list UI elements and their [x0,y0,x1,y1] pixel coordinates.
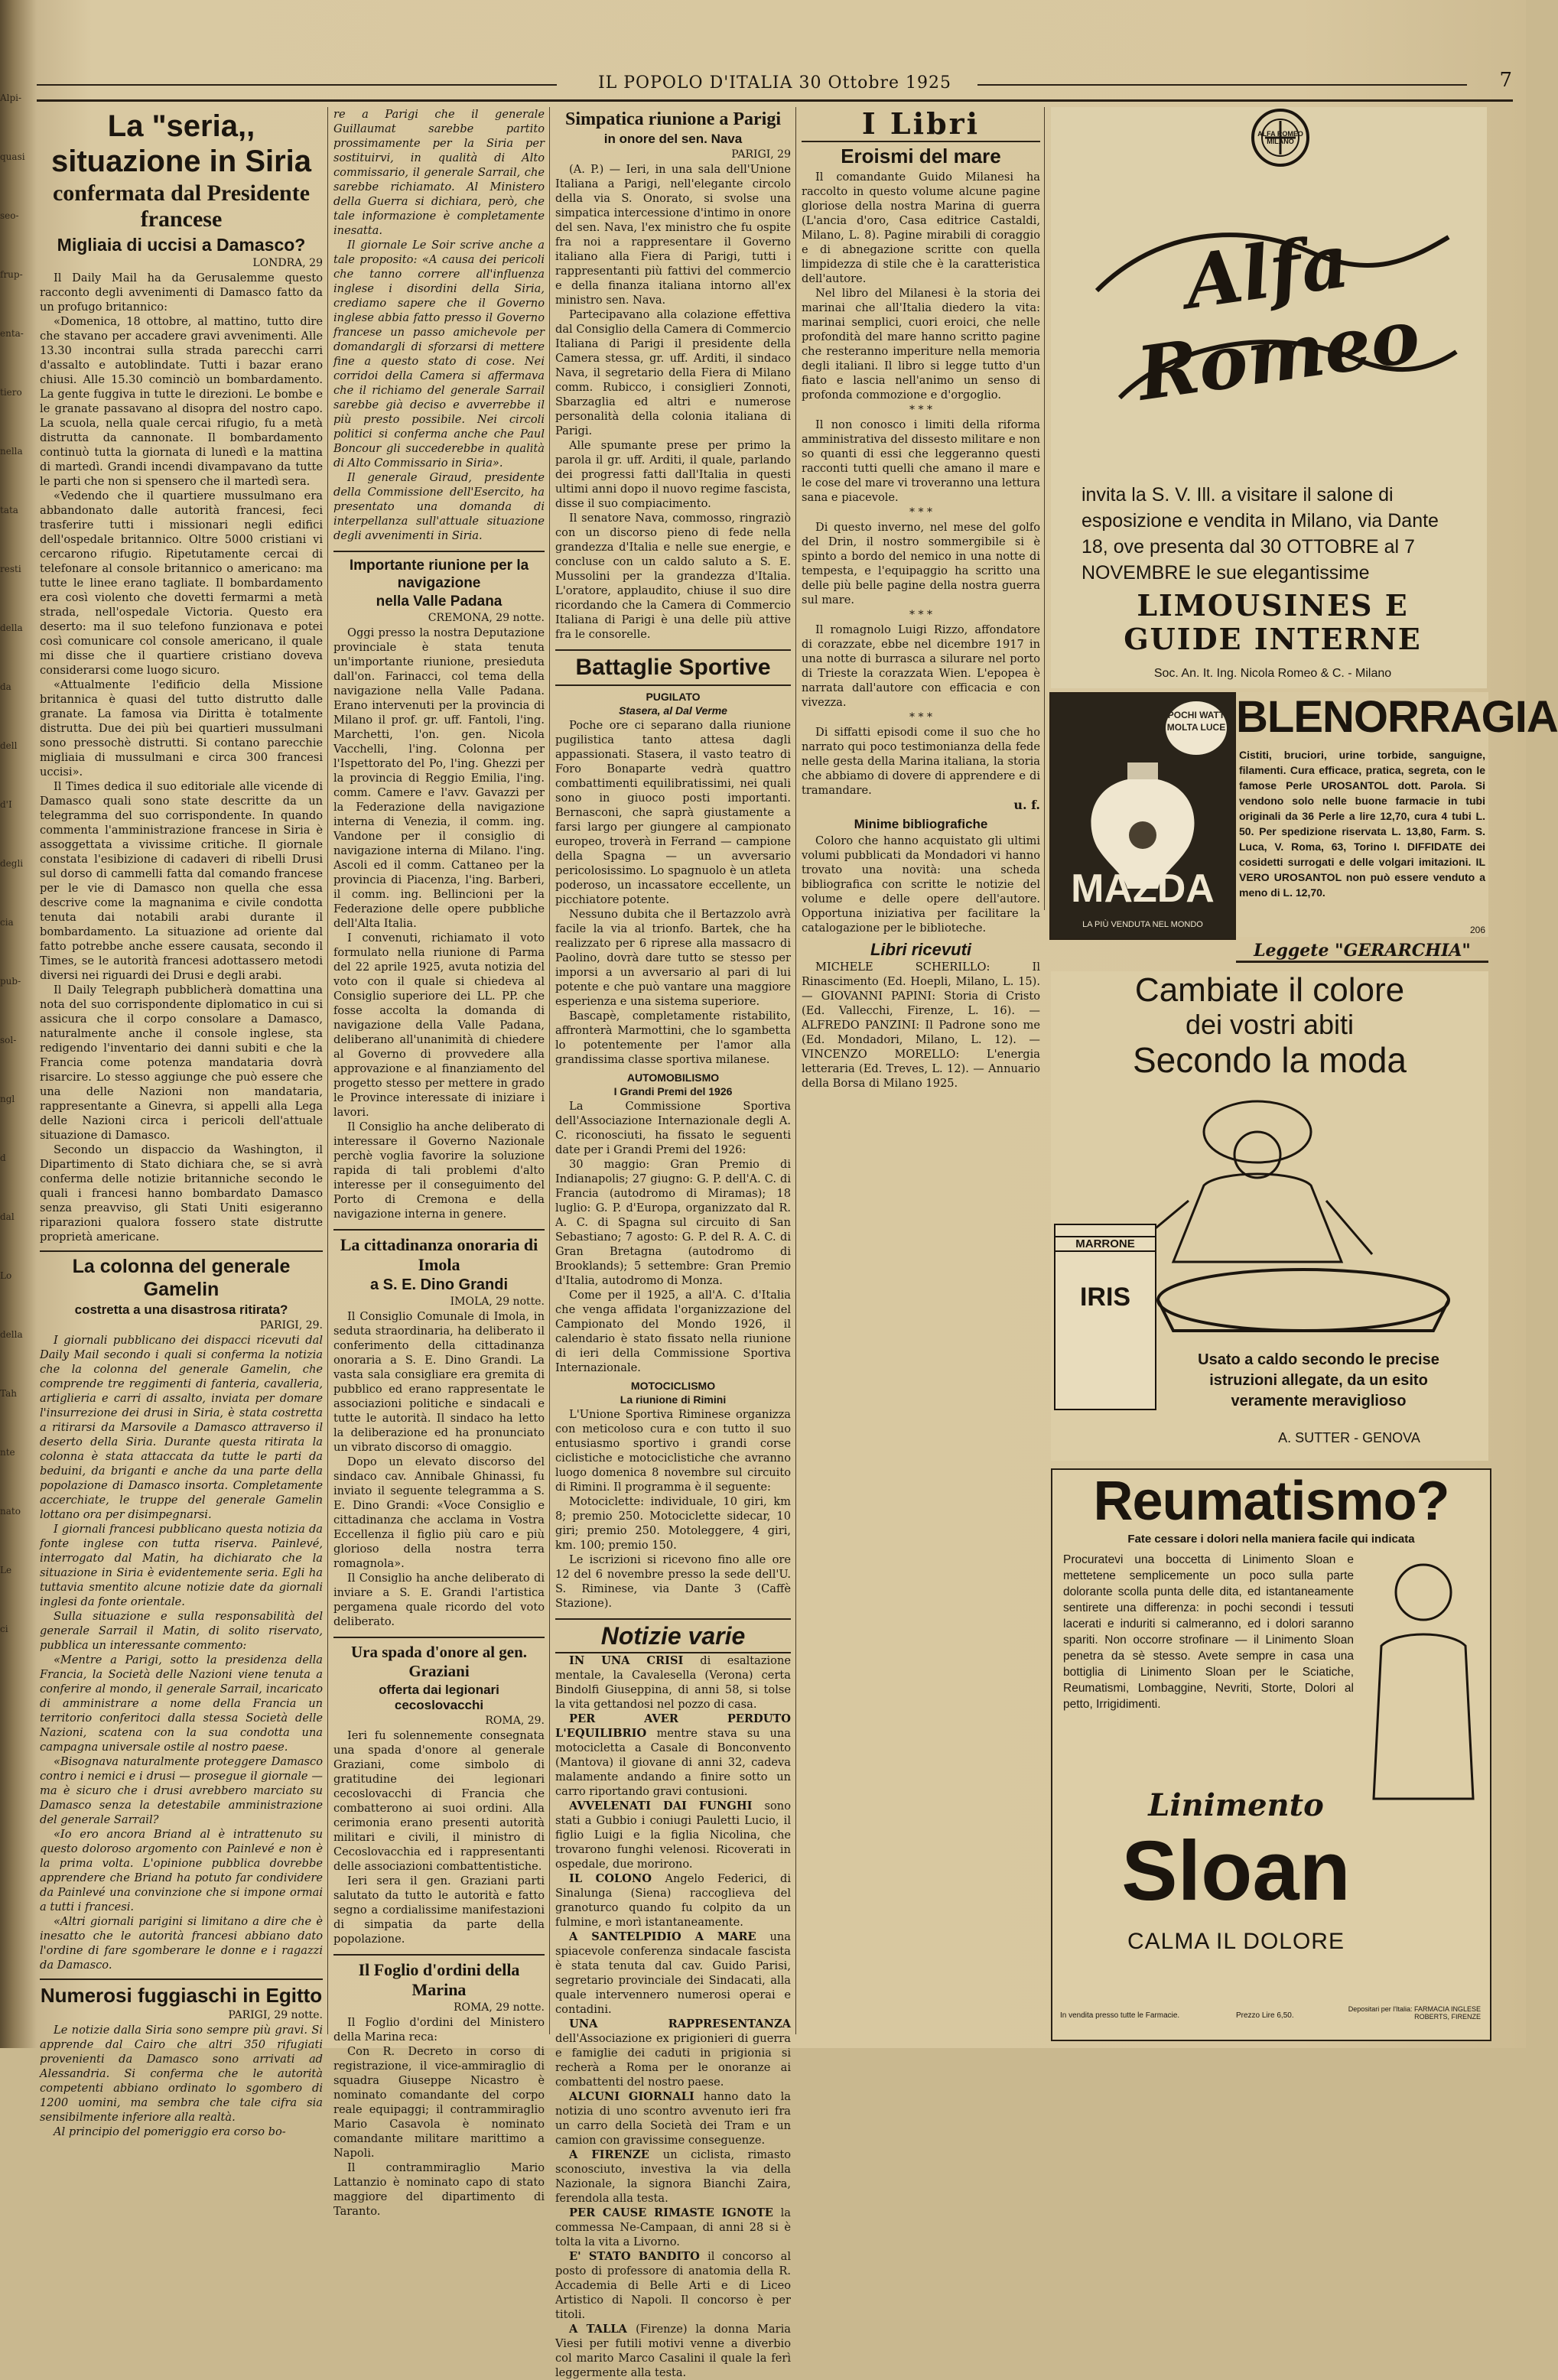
syria-dateline: LONDRA, 29 [252,257,323,269]
left-strip-fragment: dal [0,1211,15,1222]
notizia-text: mentre stava su una motocicletta a Casale di Bonconvento (Mantova) il giovane di anni 32, cadeva malamente andando a finire sotto un carro riportando gravi contusioni. [555,1727,792,1798]
pugilato-paragraph: Poche ore ci separano dalla riunione pugilistica tanto attesa dagli appassionati. Stasera, il vasto teatro di Foro Bonaparte vedrà quattro combattimenti equilibratissimi, nei quali sono in giuoco posti importanti. Bernasconi, che saprà giustamente a farsi largo per giungere al campionato europeo, troverà in Ferrand — campione della Spagna — un avversario pericolosissimo. Lo spagnuolo è un atleta poderoso, un incassatore eccellente, un picchiatore potente. [555,719,791,906]
column-3 [555,107,791,2380]
header-rule [37,99,1513,102]
page-number: 7 [1499,69,1513,92]
syria-paragraph: «Attualmente l'edificio della Missione britannica è quasi del tutto distrutto dalle granate. La famosa via Diritta è totalmente distrutta. Due dei più bei quartieri mussulmani sono pressochè distrutti. Si contano parecchie migliaia di mussulmani e circa 300 francesi uccisi». [40,678,323,779]
auto-subheading: I Grandi Premi del 1926 [613,1085,733,1097]
blenorragia-code: 206 [1469,925,1485,935]
notizia-text: sono stati a Gubbio i coniugi Pauletti Lucio, il figlio Luigi e la figlia Nicolina, che trovarono funghi velenosi. Ricoverati in ospedale, due morirono. [555,1800,791,1871]
left-strip-fragment: tiero [0,387,22,398]
notizie-list [555,1653,791,2380]
column-rule [327,107,328,2034]
alfa-footer: Soc. An. It. Ing. Nicola Romeo & C. - Milano [1153,667,1392,680]
col2-paragraph: re a Parigi che il generale Guillaumat sarebbe partito prossimamente per la Siria per sostituirvi, in qualità di Alto commissario, il generale Sarrail, che sarebbe richiamato. Al Ministero della Guerra si dichiara, però, che tale informazione è completamente inesatta. [333,108,545,237]
left-strip-fragment: Alpi- [0,93,22,103]
gamelin-paragraph: «Mentre a Parigi, sotto la presidenza della Francia, la Società delle Nazioni viene tenuta a conferire al mondo, il generale Sarrail, incaricato di amministrare a nome della Francia un territorio conferitoci dalla stessa Società delle Nazioni, scatena con la sua condotta una campagna universale ostile al nostro paese. [40,1653,323,1754]
notizia-item [555,1653,791,1712]
notizia-item [555,1930,791,2017]
gamelin-paragraph: «Io ero ancora Briand al è intrattenuto su questo doloroso argomento con Painlevé e non è la prima volta. L'opinione pubblica dovrebbe apprendere che Briand ha potuto far condividere da Painlevé una convinzione che si impone ormai a tutti i francesi. [40,1828,323,1913]
iris-line-1: Cambiate il colore [1134,971,1405,1009]
notizia-text: dell'Associazione ex prigionieri di guerra e famiglie dei caduti in prigionia si recherà a Roma per le onoranze ai combattenti del nostro paese. [555,2032,791,2089]
left-strip-fragment: ci [0,1624,8,1634]
column-rule [1044,107,1045,910]
notizia-text: un ciclista, rimasto sconosciuto, investiva la via della Nazionale, la signora Bianchi Zaira, ferendola alla testa. [555,2148,791,2205]
left-strip-fragment: d [0,1153,6,1163]
syria-paragraph: Il Daily Telegraph pubblicherà domattina una nota del suo corrispondente diplomatico in cui si assicura che il corpo consolare a Damasco, naturalmente anche il console inglese, sta redigendo l'inventario dei danni subiti e che la Francia come potenza mandataria dovrà risarcire. Lo stesso aggiunge che può essere che una delle Nazioni non mandataria, rappresentante a Ginevra, si appelli alla Lega delle Nazioni circa i pericoli dell'attuale situazione di Damasco. [40,984,323,1142]
syria-title: La "seria,, situazione in Siria [50,109,312,178]
alfa-romeo-ad [1051,107,1487,688]
sloan-slogan: CALMA IL DOLORE [1127,1929,1345,1954]
header-rule-left [37,84,557,86]
notizia-item [555,2206,791,2249]
gamelin-paragraph: «Bisognava naturalmente proteggere Damasco contro i nemici e i drusi — prosegue il giornale — ma è sicuro che i drusi avrebbero marciato su Damasco senza la detestabile amministrazione del generale Sarrail? [40,1755,323,1826]
notizia-text: il concorso al posto di professore di anatomia della R. Accademia di Belle Arti e di Liceo Artistico di Napoli. Il concorso è per titoli. [555,2250,791,2321]
auto-heading: AUTOMOBILISMO [626,1071,720,1084]
left-strip-fragment: della [0,1329,23,1340]
iris-dye-box [1054,1224,1156,1410]
nava-title: Simpatica riunione a Parigi [565,109,781,129]
left-strip-fragment: d'I [0,799,12,810]
left-strip-fragment: tata [0,505,18,515]
blenorragia-title: BLENORRAGIA [1236,692,1558,742]
gamelin-subtitle: costretta a una disastrosa ritirata? [74,1302,288,1317]
navigazione-dateline: CREMONA, 29 notte. [428,612,545,624]
left-strip-fragment: quasi [0,151,25,162]
separator: * * * [909,609,932,621]
column-rule [795,107,796,2034]
moto-heading: MOTOCICLISMO [630,1380,716,1392]
gamelin-paragraph: Sulla situazione e sulla responsabilità del generale Sarrail il Matin, di solito riservato, pubblica un interessante commento: [40,1610,323,1652]
notizia-head: A TALLA [569,2323,636,2336]
libri-title: I Libri [802,107,1040,142]
minimi-heading: Minime bibliografiche [854,817,988,831]
left-strip-fragment: degli [0,858,24,869]
notizia-head: IL COLONO [569,1872,665,1885]
ricevuti-heading: Libri ricevuti [870,940,972,959]
navigazione-paragraph: I convenuti, richiamato il voto formulato nella riunione di Parma del 22 aprile 1925, avuta notizia del voto con il quale si chiedeva al Consiglio superiore dei LL. PP. che fosse accolta la domanda di navigazione della Valle Padana, deliberano all'unanimità di chiedere al Governo di provvedere alla approvazione e al finanziamento del progetto stesso per mettere in grado le Province interessate di iniziare i lavori. [333,932,545,1119]
graziani-paragraph: Ieri sera il gen. Graziani parti salutato da tutto le autorità e fatto segno a cordialissime manifestazioni di simpatia da parte della popolazione. [333,1874,545,1946]
iris-firm: A. SUTTER - GENOVA [1278,1430,1420,1445]
pugilato-subheading: Stasera, al Dal Verme [619,704,727,717]
marina-paragraph: Il Foglio d'ordini del Ministero della Marina reca: [333,2016,545,2043]
nava-paragraph: Partecipavano alla colazione effettiva dal Consiglio della Camera di Commercio Italiana di Parigi il presidente della Camera stessa, gr. uff. Arditi, il sindaco Nava, il segretario della Fiera di Milano comm. Rubicco, i consiglieri Zonnoti, Sbarzaglia ed altri e numerose personalità della colonia italiana di Parigi. [555,308,791,437]
left-strip-fragment: della [0,623,23,633]
iris-box-brand: IRIS [1079,1283,1131,1312]
libri-paragraph: Di siffatti episodi come il suo che ho narrato qui poco testimonianza della fede nelle gesta della Marina italiana, la storia che abbiamo di dovere di apprendere e di tramandare. [802,726,1040,797]
syria-paragraph: «Domenica, 18 ottobre, al mattino, tutto dire che stavano per accadere gravi avvenimenti. Alle 13.30 incontrai sulla strada parecchi carri d'assalto e autoblindate. Tutti i bazar erano chiusi. Alle 15.30 cominciò un bombardamento. La gente fuggiva in tutte le direzioni. Le bombe e le granate passavano al disopra del nostro capo. La scuola, nella quale cercai rifugio, fu a metà distrutta da cannonate. Il bombardamento continuò tutta la giornata di lunedì e la mattina di martedì. Grandi incendi divampavano da tutte le parti che non si spensero che il martedì sera. [40,315,323,488]
left-strip-fragment: resti [0,564,21,574]
notizia-head: UNA RAPPRESENTANZA [569,2017,791,2030]
gamelin-paragraph: I giornali francesi pubblicano questa notizia da fonte inglese con tutta riserva. Painlevé, interrogato dal Matin, ha dichiarato che la situazione in Siria è evidentemente seria. Egli ha tuttavia smentito alcune notizie date da giornali inglesi da fonte orientale. [40,1523,323,1608]
sloan-text: Procuratevi una boccetta di Linimento Sloan e mettetene semplicemente un poco sulla parte dolorante scolla punta delle dita, ed istantaneamente sentirete una differenza: in pochi secondi i tessuti lacerati e induriti si calmeranno, ed i dolori saranno spariti. Non occorre strofinare — il Linimento Sloan penetra da sè stesso. Avete sempre in casa una bottiglia di Linimento Sloan per le Sciatiche, Reumatismi, Lombaggine, Nevriti, Storte, Dolori al petto, Irrigidimenti. [1063,1553,1354,1711]
left-strip-fragment: nella [0,446,23,457]
separator: * * * [909,711,932,723]
navigazione-subtitle: nella Valle Padana [376,593,503,610]
nava-dateline: PARIGI, 29 [731,148,791,161]
left-strip-fragment: frup- [0,269,23,280]
notizia-head: AVVELENATI DAI FUNGHI [569,1800,765,1813]
left-strip-fragment: sol- [0,1035,17,1045]
left-strip-fragment: Tah [0,1388,17,1399]
sloan-ad [1051,1468,1491,2041]
iris-line-2: dei vostri abiti [1185,1009,1355,1040]
left-strip-fragment: nte [0,1447,15,1458]
mazda-footer: LA PIÙ VENDUTA NEL MONDO [1082,920,1203,929]
left-strip-fragment: ngl [0,1094,15,1104]
imola-subtitle: a S. E. Dino Grandi [369,1276,509,1293]
notizia-item [555,2322,791,2380]
mazda-ad [1049,692,1236,940]
marina-paragraph: Con R. Decreto in corso di registrazione, il vice-ammiraglio di squadra Giuseppe Nicastro è nominato comandante del corpo reale equipaggi; il contrammiraglio Mario Casavola è nominato comandante militare marittimo a Napoli. [333,2045,545,2160]
marina-title: Il Foglio d'ordini della Marina [333,1954,545,2000]
syria-paragraph: Il Times dedica il suo editoriale alle vicende di Damasco quali sono state descritte da un telegramma del suo corrispondente. In quando commenta l'amministrazione francese in Siria è assoggettata a vivissime critiche. Il giornale constata l'esibizione di cadaveri di ribelli Drusi sul dorso di cammelli fatta dal comando francese per le vie di Damasco non quella che essa descrive come la magnanima e civile condotta tenuta dai notabili arabi durante il bombardamento. La situazione ad oriente dal fatto potrebbe anche essere causata, secondo il Times, se le autorità francesi adottassero metodi diversi nei riguardi dei Drusi e degli arabi. [40,780,323,982]
libri-paragraph: Il comandante Guido Milanesi ha raccolto in questo volume alcune pagine gloriose della nostra Marina di guerra (L'ancia d'oro, Casa editrice Castaldi, Milano, L. 8). Pagine mirabili di coraggio e di abnegazione scritte con quella limpidezza di stile che è la caratteristica dell'autore. [802,171,1040,285]
alfa-big-text: LIMOUSINES E GUIDE INTERNE [1124,588,1422,656]
moto-paragraph: Motociclette: individuale, 10 giri, km 8; premio 250. Motociclette sidecar, 10 giri; premio 250. Motoleggere, 4 giri, km. 100; premio 150. [555,1495,791,1552]
imola-title: La cittadinanza onoraria di Imola [333,1229,545,1275]
col2-paragraph: Il generale Giraud, presidente della Commissione dell'Esercito, ha presentato una domanda di interpellanza sull'attuale situazione degli avvenimenti in Siria. [333,471,545,542]
syria-paragraph: Secondo un dispaccio da Washington, il Dipartimento di Stato dichiara che, se si avrà conferma delle notizie britanniche secondo le quali i francesi hanno bombardato Damasco senza preavviso, gli Stati Uniti esigeranno riparazioni qualora fossero state distrutte proprietà americane. [40,1143,323,1244]
notizia-head: PER AVER PERDUTO L'EQUILIBRIO [555,1712,791,1740]
sloan-foot-left: In vendita presso tutte le Farmacie. [1060,2011,1180,2020]
sloan-brand-2: Sloan [1121,1824,1351,1918]
notizia-text: una spiacevole conferenza sindacale fascista è stata tenuta dal cav. Guido Parisi, segretario provinciale dei Sindacati, alla quale intervennero numerosi operai e contadini. [555,1930,791,2016]
syria-subtitle-2: Migliaia di uccisi a Damasco? [57,235,306,255]
imola-paragraph: Il Consiglio Comunale di Imola, in seduta straordinaria, ha deliberato il conferimento della cittadinanza onoraria a S. E. Dino Grandi. La vasta sala consigliare era gremita di pubblico ed erano rappresentate le associazioni politiche e sindacali e tutte le autorità. Il sindaco ha letto la deliberazione ed ha pronunciato un vibrato discorso di omaggio. [333,1310,545,1454]
notizia-text: la commessa Ne-Campaan, di anni 28 si è tolta la vita a Livorno. [555,2206,791,2248]
left-strip-fragment: pub- [0,976,21,987]
libri-paragraph: Il non conosco i limiti della riforma amministrativa del dissesto militare e non so quanti di essi che leggeranno questi racconti tutti quelli che amano il mare e le cose del mare vi troveranno una lettura sana e piacevole. [802,418,1040,504]
syria-paragraph: Il Daily Mail ha da Gerusalemme questo racconto degli avvenimenti di Damasco fatto da un profugo britannico: [40,271,323,314]
notizia-item [555,2089,791,2148]
fugitives-paragraph: Le notizie dalla Siria sono sempre più gravi. Si apprende dal Cairo che altri 350 rifugiati provenienti da Damasco sono arrivati ad Alessandria. Si conferma che le autorità competenti abbiano ordinato lo sgombero di 1200 uomini, ma sembra che tale cifra sia sensibilmente inferiore alla realtà. [40,2024,323,2124]
libri-paragraph: Il romagnolo Luigi Rizzo, affondatore di corazzate, ebbe nel dicembre 1917 in una notte di burrasca a silurare nel porto di Trieste la corazzata Wien. L'epopea è narrata dall'autore con efficacia e con vivezza. [802,623,1040,709]
notizia-text: hanno dato la notizia di uno scontro avvenuto ieri fra un carro della Società dei Tram e un camion con gravissime conseguenze. [555,2090,791,2147]
iris-line-3: Secondo la moda [1132,1040,1407,1080]
navigazione-title: Importante riunione per la navigazione [333,551,545,592]
graziani-title: Ura spada d'onore al gen. Graziani [333,1637,545,1681]
notizia-text: di esaltazione mentale, la Cavalesella (Verona) certa Bindolfi Giuseppina, di anni 58, si tolse la vita gettandosi nel pozzo di casa. [555,1654,791,1711]
notizia-head: ALCUNI GIORNALI [569,2090,704,2103]
separator: * * * [909,506,932,519]
gamelin-paragraph: «Altri giornali parigini si limitano a dire che è inesatto che le autorità francesi abbiano dato l'ordine di fare sgomberare le donne e i ragazzi da Damasco. [40,1915,323,1972]
fugitives-dateline: PARIGI, 29 notte. [228,2009,323,2021]
gamelin-paragraph: I giornali pubblicano dei dispacci ricevuti dal Daily Mail secondo i quali si conferma la notizia che la colonna del generale Gamelin, che comprende tre reggimenti di fanteria, cavalleria, artiglieria e carri di assalto, inviata per domare l'insurrezione dei drusi in Siria, è stata costretta a ritirarsi da Marsovile a Damasco attraverso il deserto della Siria. Durante questa ritirata la colonna è stata attaccata da tutte le parti da beduini, da briganti e anche da una parte della popolazione di Damasco insorta. Completamente accerchiate, le truppe del generale Gamelin lottano ora per disimpegnarsi. [40,1334,323,1521]
auto-paragraph: Come per il 1925, a all'A. C. d'Italia che venga affidata l'organizzazione del Campionato del Mondo 1926, il calendario è stato fissato nella riunione di ieri della Commissione Sportiva Internazionale. [555,1289,791,1374]
pugilato-paragraph: Bascapè, completamente ristabilito, affronterà Marmottini, che lo sgambetta lo potentemente per l'amor alla grandissima classe sportiva milanese. [555,1010,791,1066]
sport-title: Battaglie Sportive [555,649,791,686]
moto-paragraph: L'Unione Sportiva Riminese organizza con meticoloso cura e con tutto il suo entusiasmo sportivo i grandi corse ciclistiche e motociclistiche che avranno luogo domenica 8 novembre sul circuito di Rimini. Il programma è il seguente: [555,1408,791,1494]
col2-paragraph: Il giornale Le Soir scrive anche a tale proposito: «A causa dei pericoli che tanno correre all'influenza inglese i disordini della Siria, crediamo sapere che il Governo inglese abbia fatto presso il Governo francese un passo amichevole per domandargli di sforzarsi di mettere fine a questo stato di cose. Nei corridoi della Camera si affermava che il richiamo del generale Sarrail sarebbe già deciso e avverrebbe il più presto possibile. Nei circoli politici si conferma anche che Paul Boncour gli succederebbe in qualità di Alto Commissario in Siria». [333,239,545,470]
left-strip-fragment: Le [0,1565,12,1575]
notizia-head: E' STATO BANDITO [569,2250,708,2263]
column-1 [40,107,323,2139]
fugitives-paragraph: Al principio del pomeriggio era corso bo- [54,2125,286,2138]
graziani-dateline: ROMA, 29. [485,1715,545,1727]
syria-paragraph: «Vedendo che il quartiere mussulmano era abbandonato dalle autorità francesi, feci trasferire tutti i missionari negli edifici dell'ospedale britannico. Oltre 5000 cristiani vi cercarono rifugio. Ripetutamente cercai di telefonare al console britannico o americano: ma tutte le linee erano tagliate. Il bombardamento era così violento che dovetti fermarmi a metà strada, nell'ospedale Victoria. Questo era deserto: ma il suo telefono funzionava e potei così comunicare col console americano, il quale mi disse che il quartiere cristiano doveva considerarsi come luogo sicuro. [40,489,323,677]
pugilato-heading: PUGILATO [646,691,701,703]
sloan-foot-mid: Prezzo Lire 6,50. [1236,2011,1294,2020]
marina-dateline: ROMA, 29 notte. [453,2001,545,2014]
sloan-brand-1: Linimento [1148,1787,1324,1823]
left-strip-fragment: cia [0,917,14,928]
iris-dye-ad [1051,971,1488,1461]
gamelin-dateline: PARIGI, 29. [259,1319,323,1331]
notizia-item [555,2249,791,2322]
libri-paragraph: Nel libro del Milanesi è la storia dei marinai che all'Italia diedero la vita: marinai semplici, cuori eroici, che nelle profondità del mare hanno scritto pagine che resteranno imperiture nella memoria degli italiani. Il libro si legge tutto d'un fiato e lascia nell'animo un senso di profonda commozione e d'orgoglio. [802,287,1040,402]
column-rule [549,107,550,2034]
notizia-head: IN UNA CRISI [569,1654,701,1667]
syria-subtitle: confermata dal Presidente francese [52,180,311,232]
graziani-subtitle: offerta dai legionari cecoslovacchi [379,1683,499,1712]
imola-dateline: IMOLA, 29 notte. [450,1296,545,1308]
libri-paragraph: Di questo inverno, nel mese del golfo del Drin, il nostro sommergibile si è spinto a bordo del nemico in una notte di tempesta, e l'equipaggio ha scritto una delle più belle pagine della nostra guerra sul mare. [802,521,1040,606]
minimi-paragraph: Coloro che hanno acquistato gli ultimi volumi pubblicati da Mondadori vi hanno trovato una novità: una scheda bibliografica con scritte le notizie del volume e delle opere dell'autore. Opportuna iniziativa per facilitare la catalogazione per le biblioteche. [802,834,1040,935]
page-header [37,69,1513,93]
mazda-tag: POCHI WATT MOLTA LUCE [1166,701,1227,755]
notizia-item [555,2148,791,2206]
alfa-logo-text: Alfa Romeo [1132,217,1425,418]
gerarchia-ad: Leggete "GERARCHIA" [1236,941,1488,963]
nava-paragraph: (A. P.) — Ieri, in una sala dell'Unione Italiana a Parigi, nell'elegante circolo della via S. Onorato, si svolse una simpatica intercessione d'intimo in onore del sen. Nava, l'ex ministro che fu ospite fra noi a rappresentare il Governo italiano alla Fiera di Parigi, tutti i rappresentanti più fattivi del commercio e della finanza italiana intorno all'ex ministro sen. Nava. [555,163,791,307]
graziani-paragraph: Ieri fu solennemente consegnata una spada d'onore al generale Graziani, come simbolo di gratitudine dei legionari cecoslovacchi di Francia che combatterono ai suoi ordini. Alla cerimonia erano presenti autorità militari e civili, il ministro di Cecoslovacchia ed i rappresentanti delle associazioni combattentistiche. [333,1729,545,1873]
notizia-text: (Firenze) la donna Maria Viesi per futili motivi venne a diverbio col marito Marco Casalini il quale la ferì leggermente alla testa. [555,2323,791,2379]
auto-paragraph: 30 maggio: Gran Premio di Indianapolis; 27 giugno: G. P. dell'A. C. di Francia (autodromo di Miramas); 18 luglio: G. P. d'Europa, organizzato dal R. A. C. di Spagna sul circuito di San Sebastiano; 7 agosto: G. P. del R. A. C. di Gran Bretagna (autodromo di Brooklands); 5 settembre: Gran Premio d'Italia, autodromo di Monza. [555,1158,791,1287]
moto-subheading: La riunione di Rimini [620,1393,727,1406]
moto-paragraph: Le iscrizioni si ricevono fino alle ore 12 del 6 novembre presso la sede dell'U. S. Riminese, via Dante 3 (Caffè Stazione). [555,1553,791,1610]
column-2 [333,107,545,2219]
imola-paragraph: Il Consiglio ha anche deliberato di inviare a S. E. Grandi l'artistica pergamena quale ricordo del voto deliberato. [333,1572,545,1628]
iris-text: Usato a caldo secondo le precise istruzioni allegate, da un esito veramente meraviglioso [1198,1351,1439,1409]
auto-paragraph: La Commissione Sportiva dell'Associazione Internazionale degli A. C. riconosciuti, ha fissato le seguenti date per i Grandi Premi del 1926: [555,1100,791,1156]
ricevuti-paragraph: MICHELE SCHERILLO: Il Rinascimento (Ed. Hoepli, Milano, L. 15). — GIOVANNI PAPINI: Storia di Cristo (Ed. Vallecchi, Firenze, L. 16). — ALFREDO PANZINI: Il Padrone sono me (Ed. Mondadori, Milano, L. 12). — VINCENZO MORELLO: L'energia letteraria (Ed. Treves, L. 12). — Annuario della Borsa di Milano 1925. [802,961,1040,1090]
sloan-man-illustration [1358,1546,1488,1837]
notizia-head: A FIRENZE [569,2148,663,2161]
separator: * * * [909,404,932,416]
iris-box-label: MARRONE [1055,1236,1155,1252]
marina-paragraph: Il contrammiraglio Mario Lattanzio è nominato capo di stato maggiore del dipartimento di Taranto. [333,2161,545,2218]
sloan-foot-right: Depositari per l'Italia: FARMACIA INGLESE ROBERTS, FIRENZE [1348,2005,1481,2021]
pugilato-paragraph: Nessuno dubita che il Bertazzolo avrà facile la via al trionfo. Bartek, che ha realizzato per 6 riprese alla massacro di Paolino, dovrà dare tutto se stesso per imporsi a un avversario al pari di lui potente e che può vantare una maggiore esperienza e una sistema superiore. [555,908,791,1008]
left-page-strip [0,92,35,2042]
nava-paragraph: Il senatore Nava, commosso, ringraziò con un discorso pieno di fede nella grandezza d'Italia e nelle sue energie, e concluse con un caldo saluto a S. E. Mussolini per la grandezza d'Italia. L'oratore, applaudito, chiuse il suo dire ricordando che la Camera di Commercio Italiana di Parigi è una delle più attive fra le consorelle. [555,512,791,641]
blenorragia-text: Cistiti, bruciori, urine torbide, sanguigne, filamenti. Cura efficace, pratica, segreta, con le famose Perle UROSANTOL dott. Parola. Si vendono solo nelle buone farmacie in tubi originali da 36 Perle a lire 12,70, cura 4 tubi L. 50. Per spedizione riservata L. 13,80, Farm. S. Luca, V. Roma, 63, Torino I. DIFFIDATE dei cosidetti surrogati e delle volgari imitazioni. IL VERO UROSANTOL non può essere venduto a meno di L. 12,70. [1239,749,1485,899]
mazda-brand: MAZDA [1071,866,1215,911]
navigazione-paragraph: Il Consiglio ha anche deliberato di interessare il Governo Nazionale perchè voglia favorire la soluzione rapida di tali problemi d'alto interesse per il conseguimento del Porto di Cremona e della navigazione interna in genere. [333,1120,545,1221]
notizia-head: PER CAUSE RIMASTE IGNOTE [569,2206,781,2219]
notizia-item [555,2017,791,2089]
left-strip-fragment: seo- [0,210,19,221]
notizia-item [555,1871,791,1930]
alfa-text: invita la S. V. Ill. a visitare il salone di esposizione e vendita in Milano, via Dante 18, ove presenta dal 30 OTTOBRE al 7 NOVEMBRE le sue elegantissime [1081,484,1439,584]
libri-signature: u. f. [1013,798,1040,812]
notizie-title: Notizie varie [555,1618,791,1653]
imola-paragraph: Dopo un elevato discorso del sindaco cav. Annibale Ghinassi, fu inviato il seguente telegramma a S. E. Dino Grandi: «Voce Consiglio e cittadinanza che acclama in Vostra Eccellenza il figlio più caro e più glorioso della nostra terra romagnola». [333,1455,545,1570]
nava-subtitle: in onore del sen. Nava [603,132,743,146]
libri-heading: Eroismi del mare [841,145,1001,167]
notizia-item [555,1712,791,1799]
notizia-item [555,1799,791,1871]
gamelin-title: La colonna del generale Gamelin [40,1250,323,1301]
sloan-subtitle: Fate cessare i dolori nella maniera facile qui indicata [1127,1533,1415,1546]
fugitives-title: Numerosi fuggiaschi in Egitto [40,1978,323,2008]
left-strip-fragment: Lo [0,1270,12,1281]
blenorragia-ad [1236,692,1558,937]
nava-paragraph: Alle spumante prese per primo la parola il gr. uff. Arditi, il quale, parlando dei progressi fatti dall'Italia in questi ultimi anni dopo il nuovo regime fascista, disse il suo compiacimento. [555,439,791,510]
alfa-badge: ALFA ROMEO MILANO [1257,130,1303,145]
left-strip-fragment: dell [0,740,18,751]
left-strip-fragment: nato [0,1506,21,1517]
header-rule-right [977,84,1467,86]
column-4 [802,107,1040,1091]
navigazione-paragraph: Oggi presso la nostra Deputazione provinciale è stata tenuta un'importante riunione, presieduta dall'on. Farinacci, col tema della navigazione nella Valle Padana. Erano intervenuti per la provincia di Milano il prof. gr. uff. Fantoli, l'ing. Marchetti, l'on. gen. Nicola Vacchelli, l'ing. Colonna per l'Ispettorato del Po, l'ing. Ghezzi per la provincia di Reggio Emilia, l'ing. comm. Camere e l'avv. Gavazzi per la Federazione della navigazione interna di Venezia, il comm. ing. Vandone per il consiglio di navigazione interna di Milano. l'ing. Ascoli ed il comm. Cattaneo per la provincia di Piacenza, l'ing. Barberi, il comm. ing. Bellincioni per la Federazione delle opere pubbliche dell'Alta Italia. [333,626,545,930]
left-strip-fragment: da [0,681,11,692]
sloan-title: Reumatismo? [1093,1471,1449,1532]
left-strip-fragment: enta- [0,328,24,339]
notizia-text: Angelo Federici, di Sinalunga (Siena) raccoglieva del granoturco quando fu colpito da un fulmine, e morì istantaneamente. [555,1872,791,1929]
notizia-head: A SANTELPIDIO A MARE [569,1930,770,1943]
header-title: IL POPOLO D'ITALIA 30 Ottobre 1925 [597,73,952,93]
